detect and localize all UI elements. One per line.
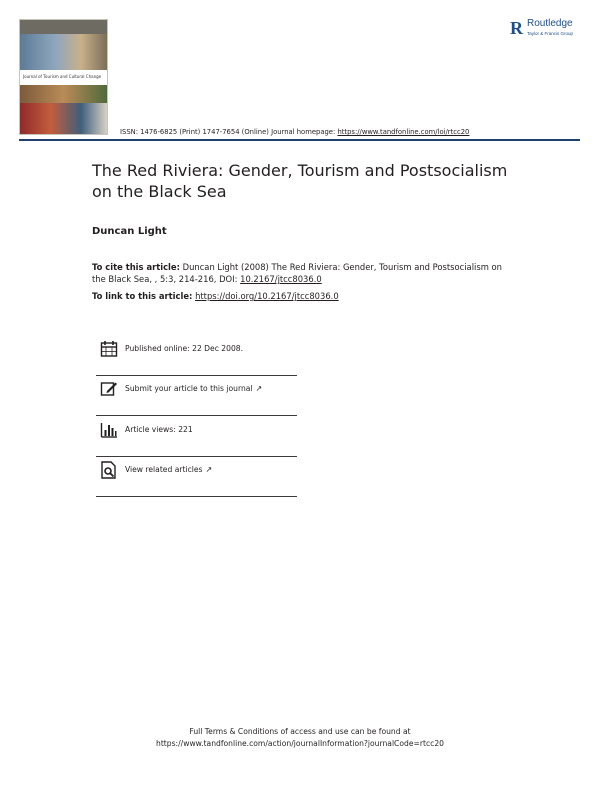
external-link-icon: ↗ — [205, 465, 213, 474]
publisher-logo — [510, 17, 588, 43]
article-author: Duncan Light — [92, 226, 167, 237]
submit-article-row[interactable] — [96, 377, 297, 416]
article-views-text: Article views: 221 — [125, 425, 193, 434]
citation-doi-link[interactable]: 10.2167/jtcc8036.0 — [240, 274, 322, 284]
bar-chart-icon — [100, 421, 118, 439]
cover-photo-middle — [20, 85, 107, 103]
related-articles-row[interactable] — [96, 458, 297, 497]
issn-line — [120, 128, 469, 136]
publisher-name: Routledge — [527, 18, 573, 29]
calendar-icon — [100, 340, 118, 358]
article-doi-url[interactable]: https://doi.org/10.2167/jtcc8036.0 — [195, 291, 339, 301]
footer-terms-url[interactable]: https://www.tandfonline.com/action/journalInformation?journalCode=rtcc20 — [156, 739, 444, 748]
article-link-line — [92, 291, 339, 301]
routledge-r-icon: R — [510, 18, 523, 38]
submit-article-label: Submit your article to this journal — [125, 384, 253, 393]
published-online-row — [96, 337, 297, 376]
article-views-row — [96, 418, 297, 457]
header-divider — [19, 139, 580, 141]
publisher-tagline: Taylor & Francis Group — [527, 31, 574, 36]
journal-homepage-link[interactable]: https://www.tandfonline.com/loi/rtcc20 — [337, 128, 470, 136]
citation-label: To cite this article: — [92, 262, 180, 272]
related-articles-label: View related articles — [125, 465, 203, 474]
citation-text: Duncan Light (2008) The Red Riviera: Gender, Tourism and Postsocialism on the Black Sea, , 5:3, 214-216, DOI: — [92, 262, 502, 284]
cover-journal-title: Journal of Tourism and Cultural Change — [23, 74, 102, 79]
terms-footer — [0, 726, 600, 750]
published-online-text: Published online: 22 Dec 2008. — [125, 344, 244, 353]
cover-header-band — [20, 20, 107, 34]
related-articles-link[interactable] — [125, 465, 212, 474]
issn-text: ISSN: 1476-6825 (Print) 1747-7654 (Online) Journal homepage: — [120, 128, 336, 136]
journal-cover-image — [19, 19, 108, 135]
footer-terms-text: Full Terms & Conditions of access and use can be found at — [189, 727, 411, 736]
cover-photo-top — [20, 34, 107, 70]
submit-article-link[interactable] — [125, 384, 262, 393]
edit-icon — [100, 380, 118, 398]
cover-photo-bottom — [20, 103, 107, 135]
link-label: To link to this article: — [92, 291, 193, 301]
external-link-icon: ↗ — [255, 384, 263, 393]
document-search-icon — [100, 461, 118, 479]
article-title: The Red Riviera: Gender, Tourism and Postsocialism on the Black Sea — [92, 161, 508, 201]
citation-block — [92, 261, 512, 285]
